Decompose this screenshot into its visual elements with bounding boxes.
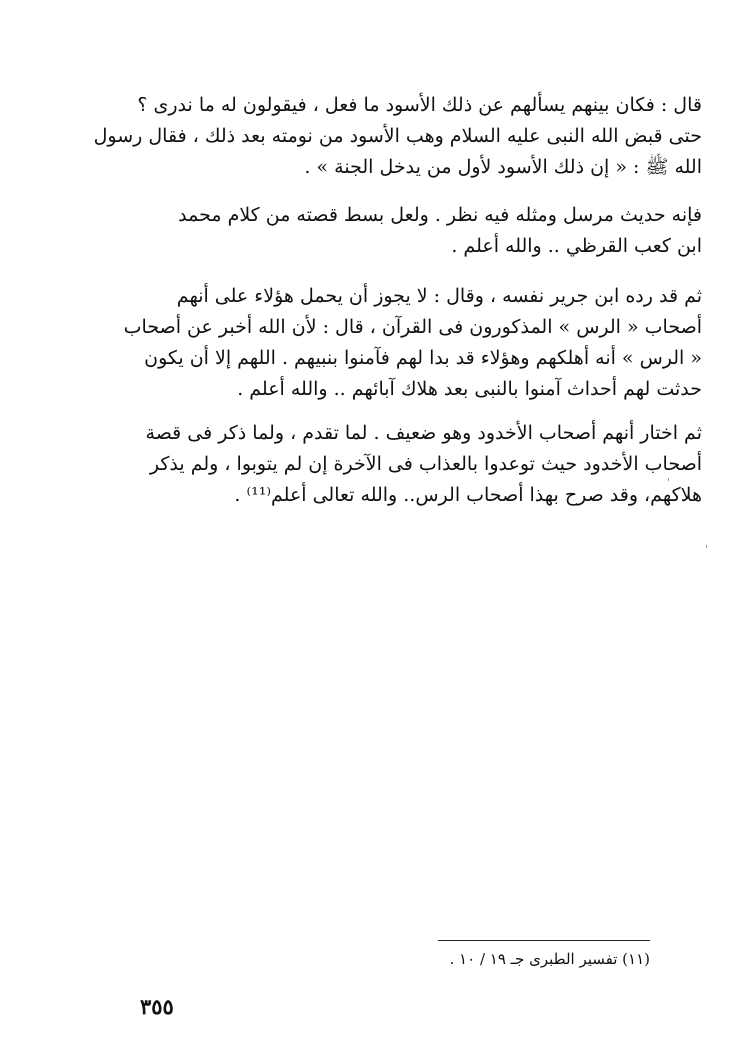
paragraph-line: الله ﷺ : « إن ذلك الأسود لأول من يدخل الجنة » . xyxy=(304,156,702,178)
paragraph-line: قال : فكان بينهم يسألهم عن ذلك الأسود ما فعل ، فيقولون له ما ندرى ؟ xyxy=(137,94,702,116)
paragraph-line: ثم اختار أنهم أصحاب الأخدود وهو ضعيف . لما تقدم ، ولما ذكر فى قصة xyxy=(145,422,702,444)
paragraph-line: هلاكهم، وقد صرح بهذا أصحاب الرس.. والله تعالى أعلم⁽¹¹⁾ . xyxy=(234,484,702,506)
paragraph-line: ثم قد رده ابن جرير نفسه ، وقال : لا يجوز أن يحمل هؤلاء على أنهم xyxy=(176,285,702,307)
paragraph-line: أصحاب « الرس » المذكورون فى القرآن ، قال : لأن الله أخبر عن أصحاب xyxy=(123,316,702,338)
paragraph-3 xyxy=(27,281,702,405)
paragraph-1 xyxy=(27,90,702,183)
paragraph-4 xyxy=(27,418,702,511)
page-number: ٣٥٥ xyxy=(140,994,174,1019)
paragraph-line: فإنه حديث مرسل ومثله فيه نظر . ولعل بسط قصته من كلام محمد xyxy=(178,204,702,226)
paragraph-line: ابن كعب القرظي .. والله أعلم . xyxy=(451,235,702,257)
paragraph-line: حتى قبض الله النبى عليه السلام وهب الأسود من نومته بعد ذلك ، فقال رسول xyxy=(93,125,702,147)
paragraph-line: حدثت لهم أحداث آمنوا بالنبى بعد هلاك آبائهم .. والله أعلم . xyxy=(237,378,702,400)
scan-speck xyxy=(706,545,707,548)
paragraph-line: أصحاب الأخدود حيث توعدوا بالعذاب فى الآخرة إن لم يتوبوا ، ولم يذكر xyxy=(149,453,702,475)
paragraph-2 xyxy=(27,200,702,262)
footnote: (١١) تفسير الطبرى جـ ١٩ / ١٠ . xyxy=(449,950,650,968)
footnote-divider xyxy=(438,940,650,941)
paragraph-line: « الرس » أنه أهلكهم وهؤلاء قد بدا لهم فآمنوا بنبيهم . اللهم إلا أن يكون xyxy=(144,347,702,369)
scan-speck xyxy=(668,478,669,481)
